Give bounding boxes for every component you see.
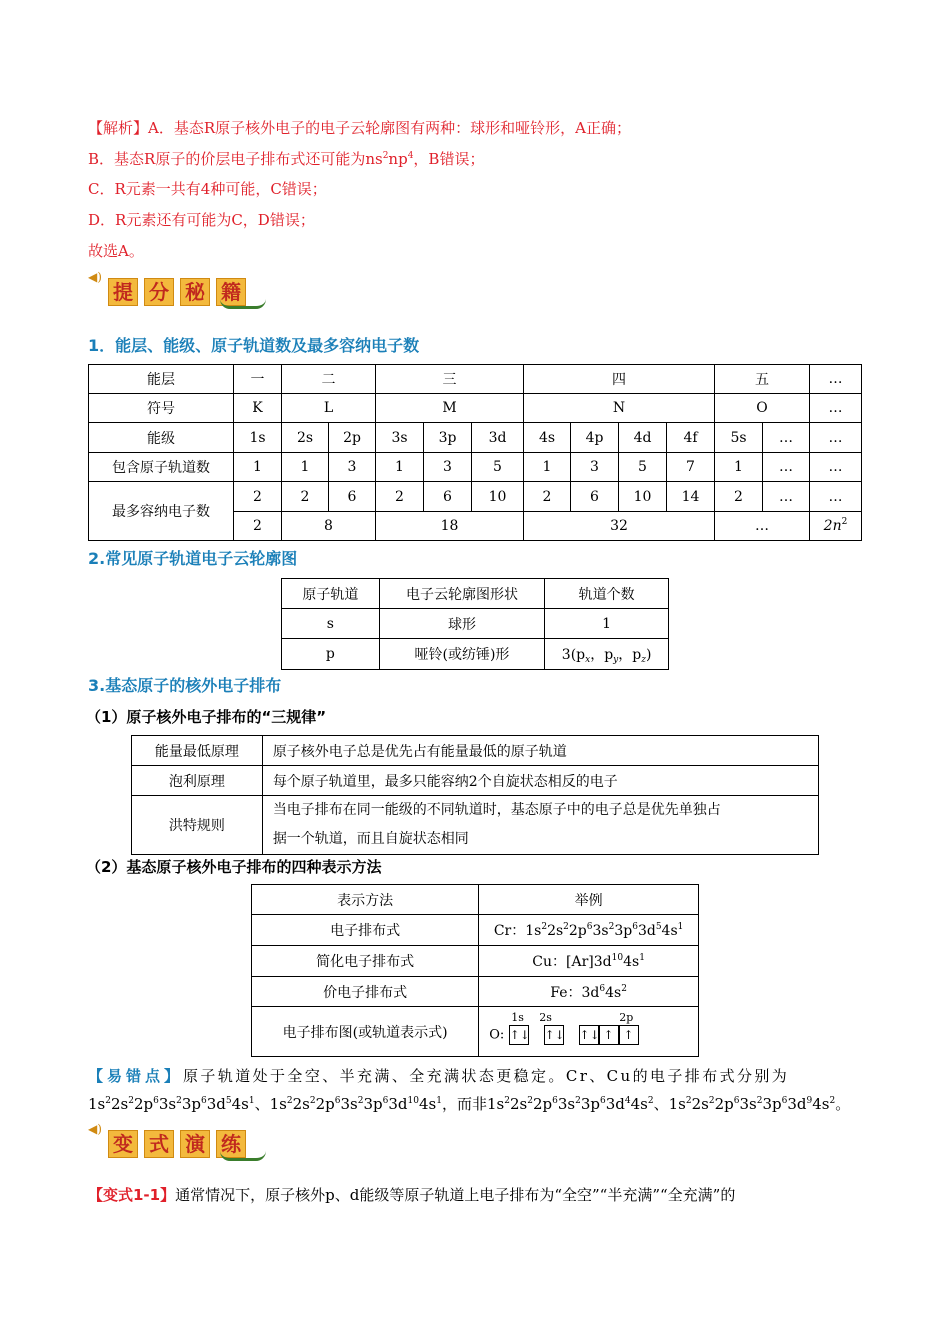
cell: 3 [424, 453, 472, 482]
cell: 球形 [379, 609, 545, 639]
cell: 3p [424, 423, 472, 453]
orbital-box: ↑↓ [579, 1025, 599, 1045]
cell: … [763, 423, 810, 453]
cell: Fe：$3d^64s^2$ [479, 977, 699, 1007]
cell: 10 [619, 482, 667, 512]
cell: 2 [524, 482, 571, 512]
cell: … [810, 482, 862, 512]
cell: 6 [424, 482, 472, 512]
cell: 3 [329, 453, 376, 482]
banner-tips [88, 270, 278, 312]
cell: 符号 [89, 394, 234, 423]
section3-sub1: （1）原子核外电子排布的“三规律” [86, 708, 327, 726]
cell: 能级 [89, 423, 234, 453]
header-cell: 电子云轮廓图形状 [379, 579, 545, 609]
error-point-line2: $1s^22s^22p^63s^23p^63d^54s^1$、$1s^22s^22p^63s^23p^63d^{10}4s^1$，而非$1s^22s^22p^63s^23p^63d^44s^2$、$1s^22s^22p^63s^23p^63d^94s^2$。 [88, 1095, 851, 1113]
cell: 当电子排布在同一能级的不同轨道时，基态原子中的电子总是优先单独占 据一个轨道，而且自旋状态相同 [262, 796, 818, 855]
cell: 1 [282, 453, 329, 482]
section3-title: 3.基态原子的核外电子排布 [88, 676, 282, 695]
cell: 五 [715, 365, 810, 394]
cell: p [282, 639, 380, 670]
cell: 4p [571, 423, 619, 453]
cell: 6 [329, 482, 376, 512]
cell: 1s [234, 423, 282, 453]
cell: … [810, 423, 862, 453]
cell: 洪特规则 [132, 796, 263, 855]
cell: 1 [715, 453, 763, 482]
cell: s [282, 609, 380, 639]
cell: $3(p_x$，$p_y$，$p_z$) [545, 639, 669, 670]
cell: N [524, 394, 715, 423]
cell: 能量最低原理 [132, 736, 263, 766]
cell: 2 [376, 482, 424, 512]
banner-char: 分 [144, 278, 174, 306]
cell: 哑铃(或纺锤)形 [379, 639, 545, 670]
cell: Cu：$[Ar]3d^{10}4s^1$ [479, 946, 699, 977]
analysis-line-c: C．R元素一共有4种可能，C错误； [88, 180, 327, 198]
section1-title: 1．能层、能级、原子轨道数及最多容纳电子数 [88, 336, 420, 355]
cell: 10 [472, 482, 524, 512]
banner-char: 演 [180, 1130, 210, 1158]
banner-char: 式 [144, 1130, 174, 1158]
cell: 四 [524, 365, 715, 394]
cell: M [376, 394, 524, 423]
cell: 3d [472, 423, 524, 453]
cell: 7 [667, 453, 715, 482]
book-icon [220, 1150, 266, 1161]
book-icon [220, 298, 266, 309]
orbital-box: ↑ [619, 1025, 639, 1045]
banner-char: 秘 [180, 278, 210, 306]
cell: 3s [376, 423, 424, 453]
header-cell: 原子轨道 [282, 579, 380, 609]
error-point: 【易错点】原子轨道处于全空、半充满、全充满状态更稳定。Cr、Cu的电子排布式分别为 [88, 1067, 790, 1085]
cell: 1 [524, 453, 571, 482]
analysis-line-d: D．R元素还有可能为C，D错误； [88, 211, 315, 229]
cell: 三 [376, 365, 524, 394]
rules-table [131, 735, 819, 855]
banner-variant [88, 1122, 278, 1164]
cell: … [715, 512, 810, 541]
cell: 泡利原理 [132, 766, 263, 796]
cell: 最多容纳电子数 [89, 482, 234, 541]
cell: 原子核外电子总是优先占有能量最低的原子轨道 [262, 736, 818, 766]
cell: 6 [571, 482, 619, 512]
cell: 4d [619, 423, 667, 453]
analysis-line-e: 故选A。 [88, 242, 144, 260]
cell: 18 [376, 512, 524, 541]
banner-char: 籍 [216, 278, 246, 306]
banner-char: 变 [108, 1130, 138, 1158]
cell: $2n^2$ [810, 512, 862, 541]
header-cell: 轨道个数 [545, 579, 669, 609]
methods-table [251, 884, 699, 1057]
orbital-shape-table [281, 578, 669, 670]
cell: 14 [667, 482, 715, 512]
orbital-box: ↑ [599, 1025, 619, 1045]
header-cell: 表示方法 [252, 885, 479, 915]
cell: … [810, 453, 862, 482]
speaker-icon: ◀) [88, 270, 102, 284]
cell: 2 [234, 512, 282, 541]
cell: … [810, 394, 862, 423]
cell: 一 [234, 365, 282, 394]
cell: 2p [329, 423, 376, 453]
cell: 1 [234, 453, 282, 482]
cell: 包含原子轨道数 [89, 453, 234, 482]
cell: 1 [545, 609, 669, 639]
orbital-diagram-cell: 1s 2s 2p O: ↑↓ ↑↓ ↑↓ ↑ ↑ [479, 1007, 699, 1057]
cell: 5s [715, 423, 763, 453]
banner-char: 练 [216, 1130, 246, 1158]
cell: 每个原子轨道里，最多只能容纳2个自旋状态相反的电子 [262, 766, 818, 796]
cell: 2s [282, 423, 329, 453]
header-cell: 举例 [479, 885, 699, 915]
cell: K [234, 394, 282, 423]
cell: Cr：$1s^22s^22p^63s^23p^63d^54s^1$ [479, 915, 699, 946]
cell: … [763, 453, 810, 482]
cell: … [810, 365, 862, 394]
variant-line: 【变式1-1】通常情况下，原子核外p、d能级等原子轨道上电子排布为“全空”“半充满”“全充满”的 [88, 1186, 736, 1204]
cell: 32 [524, 512, 715, 541]
cell: 2 [282, 482, 329, 512]
cell: 4f [667, 423, 715, 453]
cell: 5 [472, 453, 524, 482]
section3-sub2: （2）基态原子核外电子排布的四种表示方法 [86, 858, 382, 876]
cell: 电子排布图(或轨道表示式) [252, 1007, 479, 1057]
cell: 2 [715, 482, 763, 512]
analysis-line-a: 【解析】A．基态R原子核外电子的电子云轮廓图有两种：球形和哑铃形，A正确； [88, 119, 631, 137]
cell: 电子排布式 [252, 915, 479, 946]
orbital-box: ↑↓ [509, 1025, 529, 1045]
cell: O [715, 394, 810, 423]
cell: 能层 [89, 365, 234, 394]
cell: 2 [234, 482, 282, 512]
cell: 8 [282, 512, 376, 541]
speaker-icon: ◀) [88, 1122, 102, 1136]
orbital-boxes: O: ↑↓ ↑↓ ↑↓ ↑ ↑ [489, 1025, 638, 1045]
banner-char: 提 [108, 278, 138, 306]
cell: 5 [619, 453, 667, 482]
analysis-line-b: B．基态R原子的价层电子排布式还可能为$ns^2np^4$，B错误； [88, 150, 485, 168]
cell: … [763, 482, 810, 512]
cell: 二 [282, 365, 376, 394]
cell: 简化电子排布式 [252, 946, 479, 977]
energy-level-table [88, 364, 862, 541]
cell: 1 [376, 453, 424, 482]
cell: 价电子排布式 [252, 977, 479, 1007]
cell: 4s [524, 423, 571, 453]
section2-title: 2.常见原子轨道电子云轮廓图 [88, 549, 298, 568]
cell: L [282, 394, 376, 423]
cell: 3 [571, 453, 619, 482]
orbital-box: ↑↓ [544, 1025, 564, 1045]
